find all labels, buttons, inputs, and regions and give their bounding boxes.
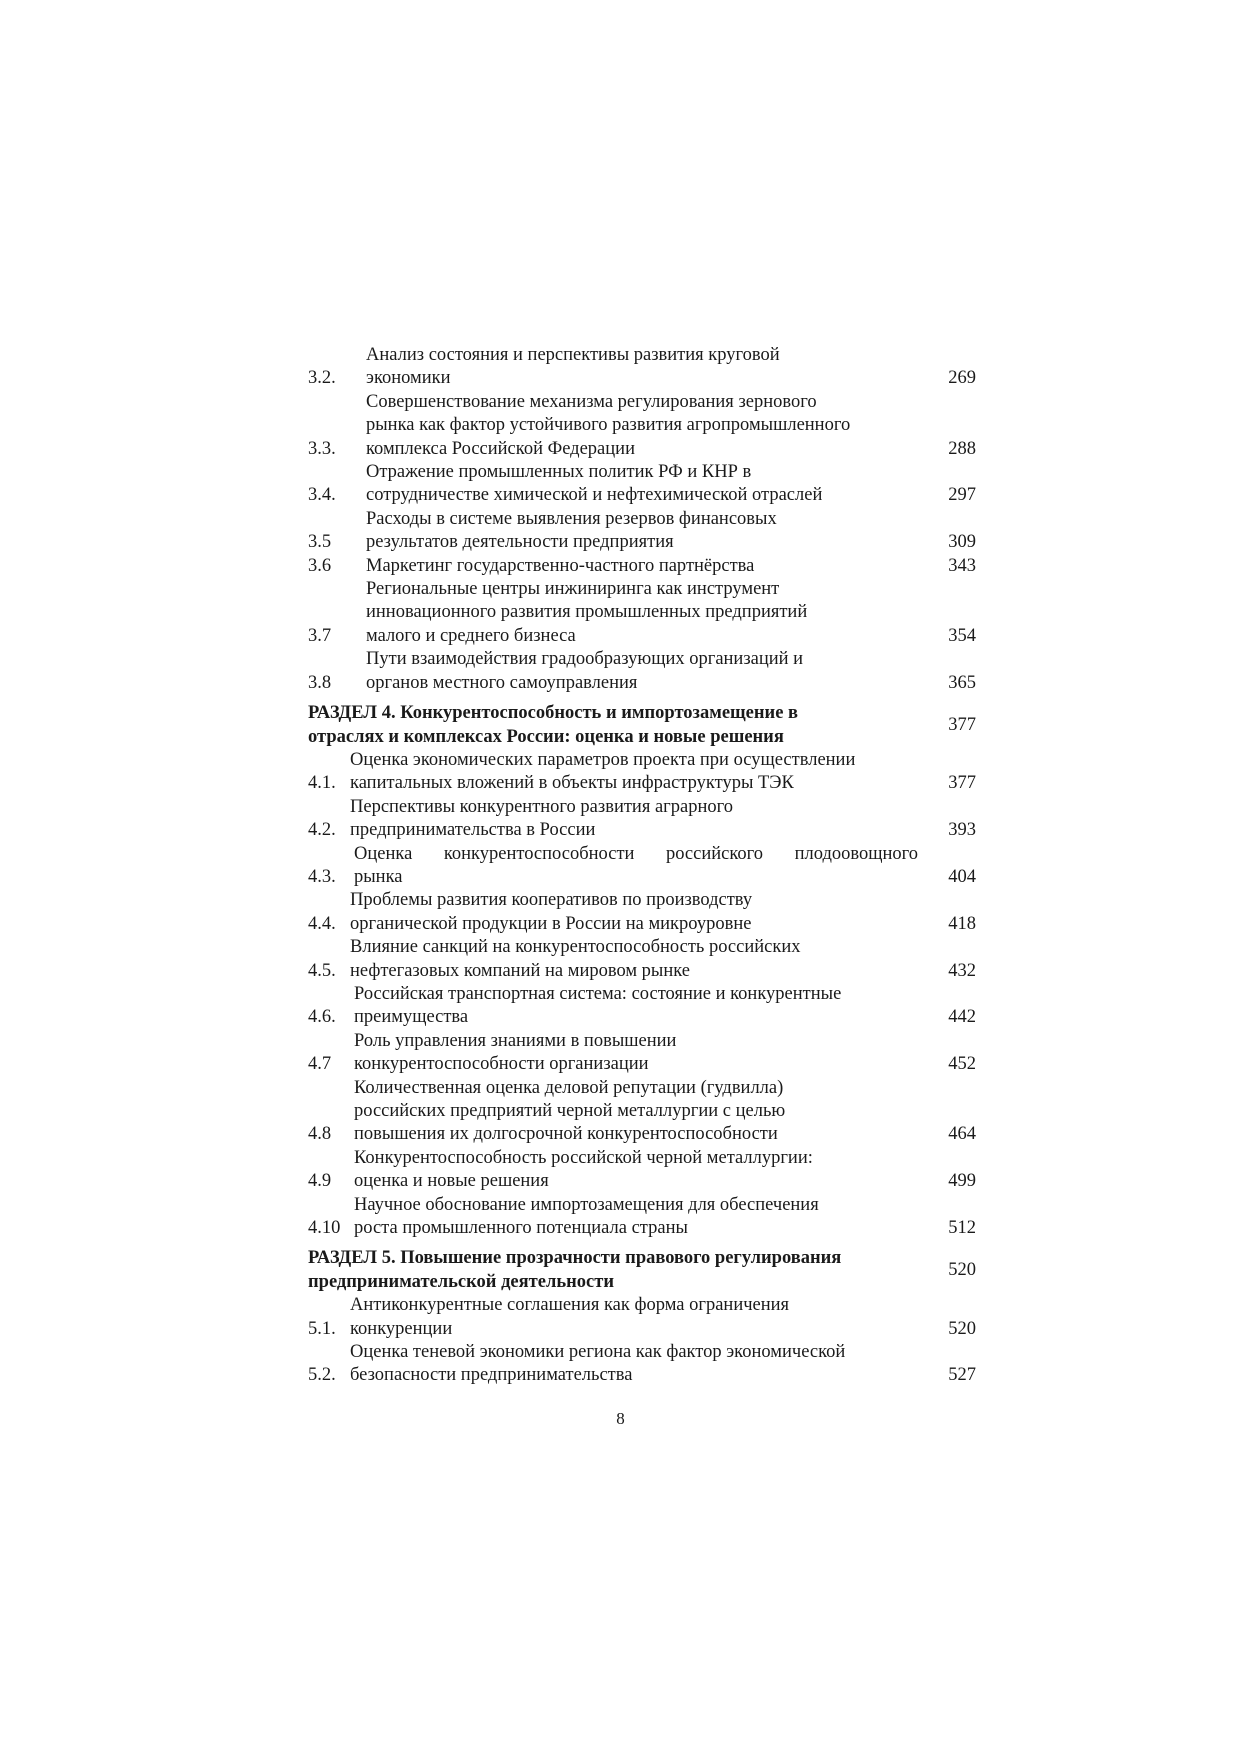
toc-entry-5-1 — [308, 1294, 976, 1341]
toc-entry-3-4 — [308, 461, 976, 508]
entry-number: 3.2. — [308, 368, 336, 389]
entry-page: 442 — [948, 1007, 976, 1028]
entry-title: Отражение промышленных политик РФ и КНР в сотрудничестве химической и нефтехимической отраслей — [366, 462, 823, 506]
entry-page: 354 — [948, 625, 976, 646]
page-number: 8 — [616, 1409, 625, 1428]
toc-entry-4-2 — [308, 796, 976, 843]
entry-page: 393 — [948, 820, 976, 841]
entry-title: Расходы в системе выявления резервов финансовых результатов деятельности предприятия — [366, 508, 777, 553]
entry-page: 297 — [948, 485, 976, 506]
entry-page: 464 — [948, 1124, 976, 1145]
entry-number: 4.6. — [308, 1007, 336, 1028]
section-title: РАЗДЕЛ 4. Конкурентоспособность и импортозамещение в отраслях и комплексах России: оценка и новые решения — [308, 703, 799, 747]
entry-number: 4.1. — [308, 773, 336, 794]
entry-page: 527 — [948, 1365, 976, 1386]
entry-title: Конкурентоспособность российской черной металлургии: оценка и новые решения — [354, 1147, 813, 1192]
entry-number: 3.3. — [308, 438, 336, 459]
toc-entry-4-3 — [308, 843, 976, 890]
entry-page: 269 — [948, 368, 976, 389]
entry-number: 5.1. — [308, 1318, 336, 1339]
entry-page: 418 — [948, 913, 976, 934]
toc-entry-5-2 — [308, 1341, 976, 1388]
toc-entry-3-5 — [308, 508, 976, 555]
entry-number: 5.2. — [308, 1365, 336, 1386]
toc-entry-4-8 — [308, 1077, 976, 1147]
entry-number: 4.5. — [308, 960, 336, 981]
entry-page: 288 — [948, 438, 976, 459]
entry-number: 3.5 — [308, 532, 332, 553]
toc-entry-4-7 — [308, 1030, 976, 1077]
entry-title: Региональные центры инжиниринга как инструмент инновационного развития промышленных предприятий малого и среднего бизнеса — [366, 579, 808, 646]
entry-title: Пути взаимодействия градообразующих организаций и органов местного самоуправления — [366, 649, 804, 693]
toc-entry-3-8 — [308, 648, 976, 695]
toc-entry-3-7 — [308, 578, 976, 648]
table-of-contents — [308, 344, 976, 1388]
section-heading-4 — [308, 702, 976, 749]
entry-title: Оценка экономических параметров проекта при осуществлении капитальных вложений в объекты инфраструктуры ТЭК — [350, 749, 856, 794]
entry-title: Проблемы развития кооперативов по производству органической продукции в России на микроуровне — [350, 890, 753, 934]
toc-entry-4-4 — [308, 889, 976, 936]
entry-page: 520 — [948, 1318, 976, 1339]
toc-entry-3-6 — [308, 555, 976, 578]
toc-entry-4-9 — [308, 1147, 976, 1194]
entry-page: 404 — [948, 866, 976, 887]
toc-entry-3-3 — [308, 391, 976, 461]
entry-page: 512 — [948, 1218, 976, 1239]
entry-number: 4.2. — [308, 820, 336, 841]
entry-title: Российская транспортная система: состояние и конкурентные преимущества — [354, 983, 842, 1028]
entry-title: Антиконкурентные соглашения как форма ограничения конкуренции — [350, 1295, 790, 1339]
entry-title: Роль управления знаниями в повышении конкурентоспособности организации — [354, 1030, 677, 1075]
entry-title: Совершенствование механизма регулирования зернового рынка как фактор устойчивого развития агропромышленного комплекса Российской Федерации — [366, 391, 851, 459]
entry-title: Влияние санкций на конкурентоспособность российских нефтегазовых компаний на мировом рынке — [350, 937, 801, 981]
entry-page: 499 — [948, 1171, 976, 1192]
entry-number: 4.8 — [308, 1124, 332, 1145]
entry-number: 3.6 — [308, 555, 332, 576]
entry-number: 3.4. — [308, 485, 336, 506]
entry-page: 432 — [948, 960, 976, 981]
entry-number: 4.7 — [308, 1054, 332, 1075]
entry-title: Оценка конкурентоспособности российского плодоовощного рынка — [354, 843, 918, 887]
toc-entry-4-6 — [308, 983, 976, 1030]
section-page: 520 — [948, 1260, 976, 1281]
toc-entry-4-5 — [308, 936, 976, 983]
toc-entry-4-10 — [308, 1194, 976, 1241]
section-title: РАЗДЕЛ 5. Повышение прозрачности правового регулирования предпринимательской деятельности — [308, 1248, 842, 1292]
section-page: 377 — [948, 714, 976, 735]
toc-entry-3-2 — [308, 344, 976, 391]
toc-entry-4-1 — [308, 749, 976, 796]
entry-title: Оценка теневой экономики региона как фактор экономической безопасности предпринимательства — [350, 1342, 846, 1386]
entry-number: 4.3. — [308, 866, 336, 887]
entry-number: 3.7 — [308, 625, 332, 646]
entry-title: Научное обоснование импортозамещения для обеспечения роста промышленного потенциала страны — [354, 1194, 819, 1239]
entry-page: 309 — [948, 532, 976, 553]
entry-number: 3.8 — [308, 672, 332, 693]
entry-number: 4.9 — [308, 1171, 332, 1192]
entry-title: Анализ состояния и перспективы развития круговой экономики — [366, 345, 780, 389]
entry-number: 4.10 — [308, 1218, 341, 1239]
entry-page: 365 — [948, 672, 976, 693]
entry-page: 377 — [948, 773, 976, 794]
entry-title: Перспективы конкурентного развития аграрного предпринимательства в России — [350, 796, 733, 841]
section-heading-5 — [308, 1247, 976, 1294]
entry-page: 452 — [948, 1054, 976, 1075]
entry-number: 4.4. — [308, 913, 336, 934]
entry-title: Маркетинг государственно-частного партнёрства — [366, 555, 755, 576]
entry-page: 343 — [948, 555, 976, 576]
entry-title: Количественная оценка деловой репутации (гудвилла) российских предприятий черной металлургии с целью повышения их долгосрочной конкурентоспособности — [354, 1077, 786, 1145]
